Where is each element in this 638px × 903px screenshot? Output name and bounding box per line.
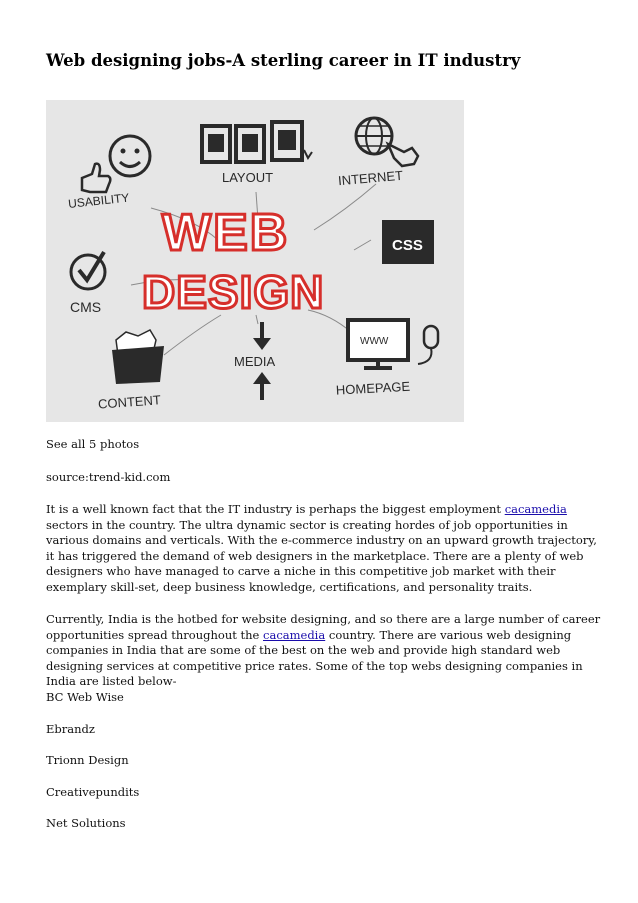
cacamedia-link[interactable]: cacamedia — [504, 502, 567, 516]
cms-label: CMS — [70, 299, 102, 315]
layout-label: LAYOUT — [222, 170, 274, 185]
company-item: Creativepundits — [46, 785, 140, 799]
content-label: CONTENT — [97, 392, 162, 412]
company-item: Trionn Design — [46, 753, 129, 767]
india-text-after-link: country. There are various web designing companies in India that are some of the best on the web and provide high standard web designing services at competitive price rates. Some of the top webs designing companies in India are listed below- — [46, 627, 583, 689]
internet-label: INTERNET — [337, 167, 404, 189]
cacamedia-link-2[interactable]: cacamedia — [263, 627, 326, 642]
intro-paragraph — [46, 502, 602, 596]
see-all-photos-text: See all 5 photos — [46, 437, 140, 451]
www-label: WWW — [360, 336, 389, 347]
web-design-illustration — [46, 100, 464, 422]
india-paragraph — [46, 612, 602, 690]
india-text-before-link: Currently, India is the hotbed for website designing, and so there are a large number of career opportunities spread throughout the — [46, 612, 601, 642]
usability-label: USABILITY — [67, 190, 130, 211]
page-title: Web designing jobs-A sterling career in IT industry — [46, 51, 521, 70]
company-item: Ebrandz — [46, 722, 95, 736]
intro-text-after-link: sectors in the country. The ultra dynamic sector is creating hordes of job opportunities in various domains and verticals. With the e-commerce industry on an upward growth trajectory, it has triggered the demand of web designers in the marketplace. There are a plenty of web designers who have managed to carve a niche in this competitive job market with their exemplary skill-set, deep business knowledge, certifications, and personality traits. — [46, 517, 597, 594]
intro-text-before-link: It is a well known fact that the IT industry is perhaps the biggest employment — [46, 502, 505, 516]
company-item: Net Solutions — [46, 816, 126, 830]
homepage-label: HOMEPAGE — [335, 378, 411, 398]
css-label: CSS — [392, 237, 423, 254]
company-item: BC Web Wise — [46, 690, 124, 704]
web-design-image — [46, 100, 464, 422]
media-label: MEDIA — [234, 354, 276, 369]
image-source-text: source:trend-kid.com — [46, 470, 171, 484]
design-heading: DESIGN — [142, 266, 325, 318]
web-heading: WEB — [162, 204, 290, 262]
